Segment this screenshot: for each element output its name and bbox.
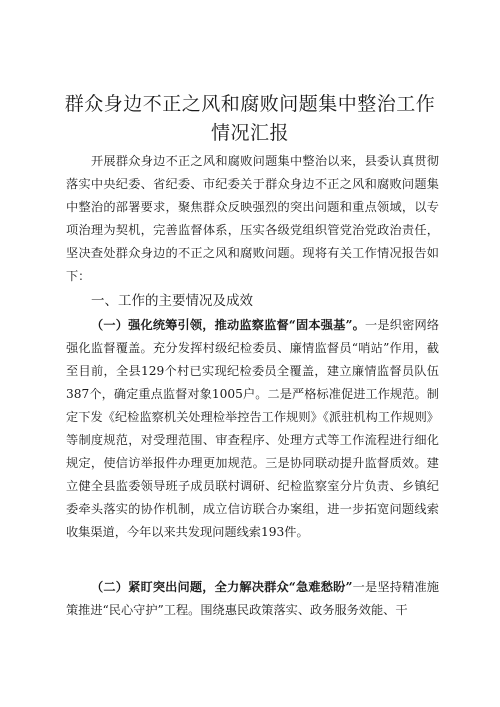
- subsection-1-lead: （一）强化统筹引领，推动监察监督“固本强基”。: [91, 318, 365, 332]
- intro-paragraph: 开展群众身边不正之风和腐败问题集中整治以来，县委认真贯彻落实中央纪委、省纪委、市纪委关于群众身边不正之风和腐败问题集中整治的部署要求，聚焦群众反映强烈的突出问题和重点领域，以专项治理为契机，完善监督体系，压实各级党组织管党治党政治责任，坚决查处群众身边的不正之风和腐败问题。现将有关工作情况报告如下：: [66, 154, 439, 283]
- subsection-1-body: 一是织密网络强化监督覆盖。充分发挥村级纪检委员、廉情监督员“哨站”作用，截至目前，全县129个村已实现纪检委员全覆盖，建立廉情监督员队伍387个，确定重点监督对象1005户。二是严格标准促进工作规范。制定下发《纪检监察机关处理检举控告工作规则》《派驻机构工作规则》等制度规范，对受理范围、审查程序、处理方式等工作流程进行细化规定，使信访举报件办理更加规范。三是协同联动提升监督质效。建立健全县监委领导班子成员联村调研、纪检监察室分片负责、乡镇纪委牵头落实的协作机制，成立信访联合办案组，进一步拓宽问题线索收集渠道，今年以来共发现问题线索193件。: [66, 318, 440, 539]
- subsection-2-body: 一是坚持精准施策推进“民心守护”工程。围绕惠民政策落实、政务服务效能、干: [66, 580, 439, 617]
- section-heading: 一、工作的主要情况及成效: [91, 293, 253, 309]
- subsection-2-lead: （二）紧盯突出问题，全力解决群众“急难愁盼”: [91, 580, 353, 594]
- document-title: 群众身边不正之风和腐败问题集中整治工作情况汇报: [64, 93, 436, 144]
- subsection-2-paragraph: [66, 576, 439, 622]
- subsection-1-paragraph: [66, 314, 439, 544]
